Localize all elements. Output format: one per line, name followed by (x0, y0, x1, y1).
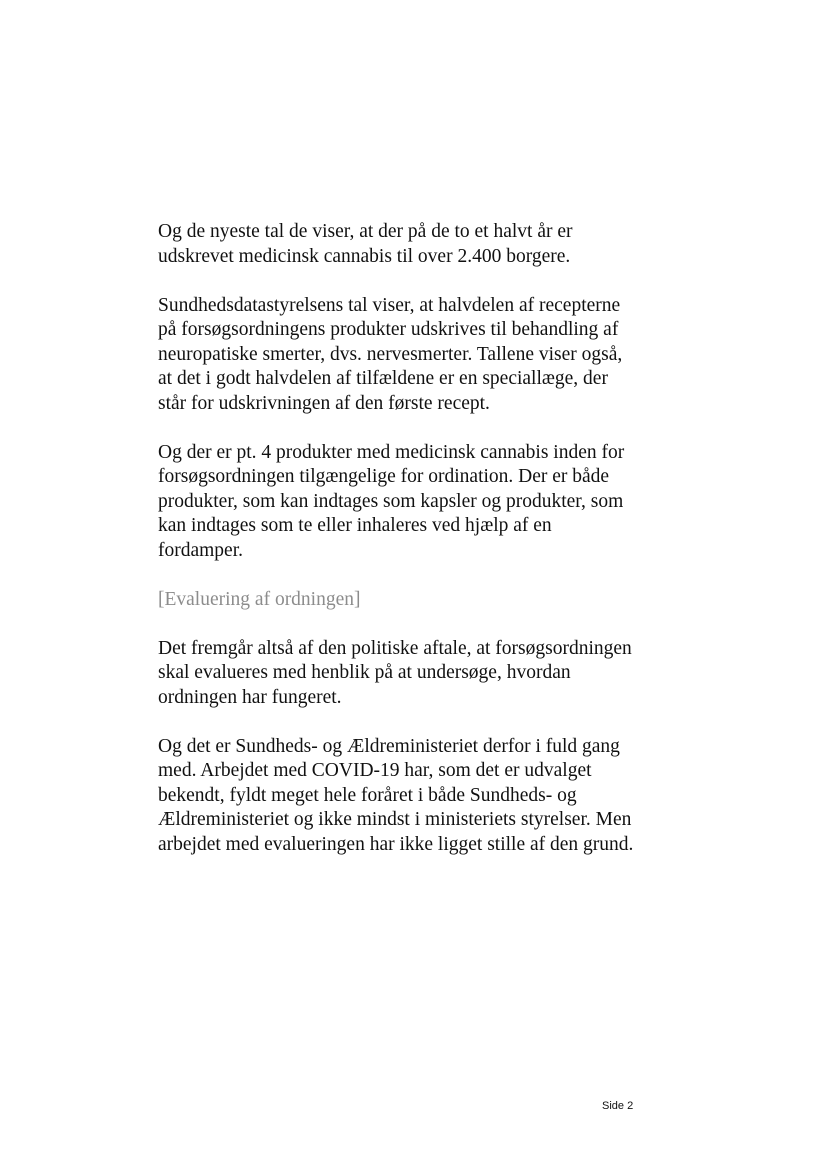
paragraph-2 (158, 294, 698, 417)
text-line: Og de nyeste tal de viser, at der på de to et halvt år er (158, 221, 573, 242)
paragraph-5 (158, 735, 698, 858)
document-body (158, 220, 698, 882)
text-line: Ældreministeriet og ikke mindst i ministeriets styrelser. Men (158, 809, 632, 830)
text-line: Og det er Sundheds- og Ældreministeriet derfor i fuld gang (158, 735, 620, 757)
text-line: står for udskrivningen af den første recept. (158, 392, 490, 414)
text-line: udskrevet medicinsk cannabis til over 2.400 borgere. (158, 245, 571, 267)
text-line: fordamper. (158, 539, 244, 561)
text-line: produkter, som kan indtages som kapsler og produkter, som (158, 490, 624, 512)
text-line: Sundhedsdatastyrelsens tal viser, at halvdelen af recepterne (158, 294, 621, 316)
page-number: Side 2 (602, 1100, 634, 1112)
section-heading: [Evaluering af ordningen] (158, 588, 361, 610)
text-line: ordningen har fungeret. (158, 686, 342, 708)
paragraph-3 (158, 441, 698, 564)
text-line: skal evalueres med henblik på at undersøge, hvordan (158, 662, 571, 683)
text-line: neuropatiske smerter, dvs. nervesmerter. Tallene viser også, (158, 343, 623, 365)
text-line: Og der er pt. 4 produkter med medicinsk cannabis inden for (158, 441, 625, 463)
text-line: arbejdet med evalueringen har ikke ligget stille af den grund. (158, 833, 634, 855)
text-line: forsøgsordningen tilgængelige for ordination. Der er både (158, 466, 610, 487)
text-line: bekendt, fyldt meget hele foråret i både Sundheds- og (158, 784, 577, 806)
paragraph-1 (158, 220, 698, 269)
text-line: Det fremgår altså af den politiske aftale, at forsøgsordningen (158, 637, 632, 659)
paragraph-4 (158, 637, 698, 711)
text-line: kan indtages som te eller inhaleres ved hjælp af en (158, 515, 552, 536)
text-line: på forsøgsordningens produkter udskrives til behandling af (158, 319, 619, 340)
text-line: med. Arbejdet med COVID-19 har, som det er udvalget (158, 760, 592, 781)
text-line: at det i godt halvdelen af tilfældene er en speciallæge, der (158, 368, 608, 389)
